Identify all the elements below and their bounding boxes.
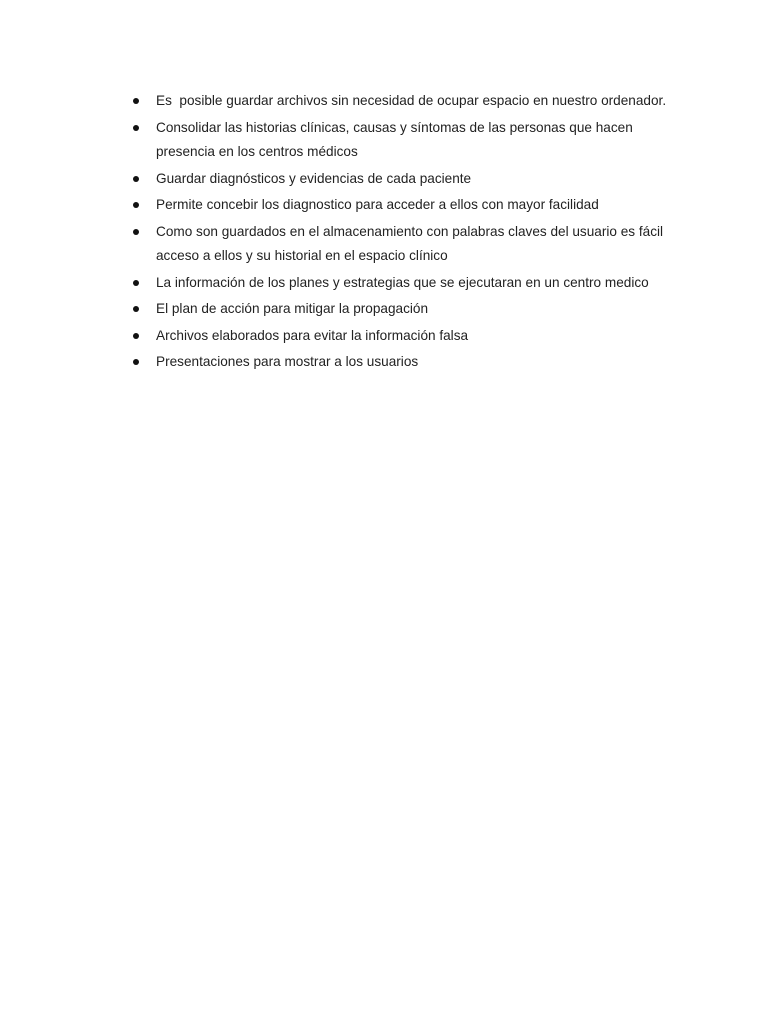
bullet-icon: [133, 306, 139, 312]
list-item-text: Consolidar las historias clínicas, causas y síntomas de las personas que hacen presencia en los centros médicos: [156, 119, 637, 159]
list-item-text: Presentaciones para mostrar a los usuarios: [156, 354, 419, 369]
list-item: [132, 297, 672, 322]
bullet-icon: [133, 125, 139, 131]
bullet-icon: [133, 229, 139, 235]
bullet-icon: [133, 98, 139, 104]
list-item: [132, 193, 672, 218]
list-item-text: El plan de acción para mitigar la propagación: [156, 301, 429, 316]
list-item-text: Guardar diagnósticos y evidencias de cada paciente: [156, 170, 472, 186]
list-item: [132, 324, 672, 349]
list-item: [132, 116, 672, 165]
list-item-text: Archivos elaborados para evitar la información falsa: [156, 327, 469, 343]
list-item-text: Como son guardados en el almacenamiento con palabras claves del usuario es fácil acceso a ellos y su historial en el espacio clínico: [156, 223, 667, 263]
bullet-icon: [133, 176, 139, 182]
list-item: [132, 350, 672, 375]
bullet-icon: [133, 280, 139, 286]
list-item: [132, 220, 672, 269]
list-item: [132, 89, 672, 114]
bullet-icon: [133, 333, 139, 339]
list-item-text: Es posible guardar archivos sin necesidad de ocupar espacio en nuestro ordenador.: [156, 93, 667, 108]
list-item: [132, 167, 672, 192]
bullet-icon: [133, 202, 139, 208]
list-item-text: La información de los planes y estrategias que se ejecutaran en un centro medico: [156, 274, 649, 290]
list-item: [132, 271, 672, 296]
bullet-icon: [133, 359, 139, 365]
list-item-text: Permite concebir los diagnostico para acceder a ellos con mayor facilidad: [156, 197, 599, 212]
bullet-list: [132, 89, 672, 377]
